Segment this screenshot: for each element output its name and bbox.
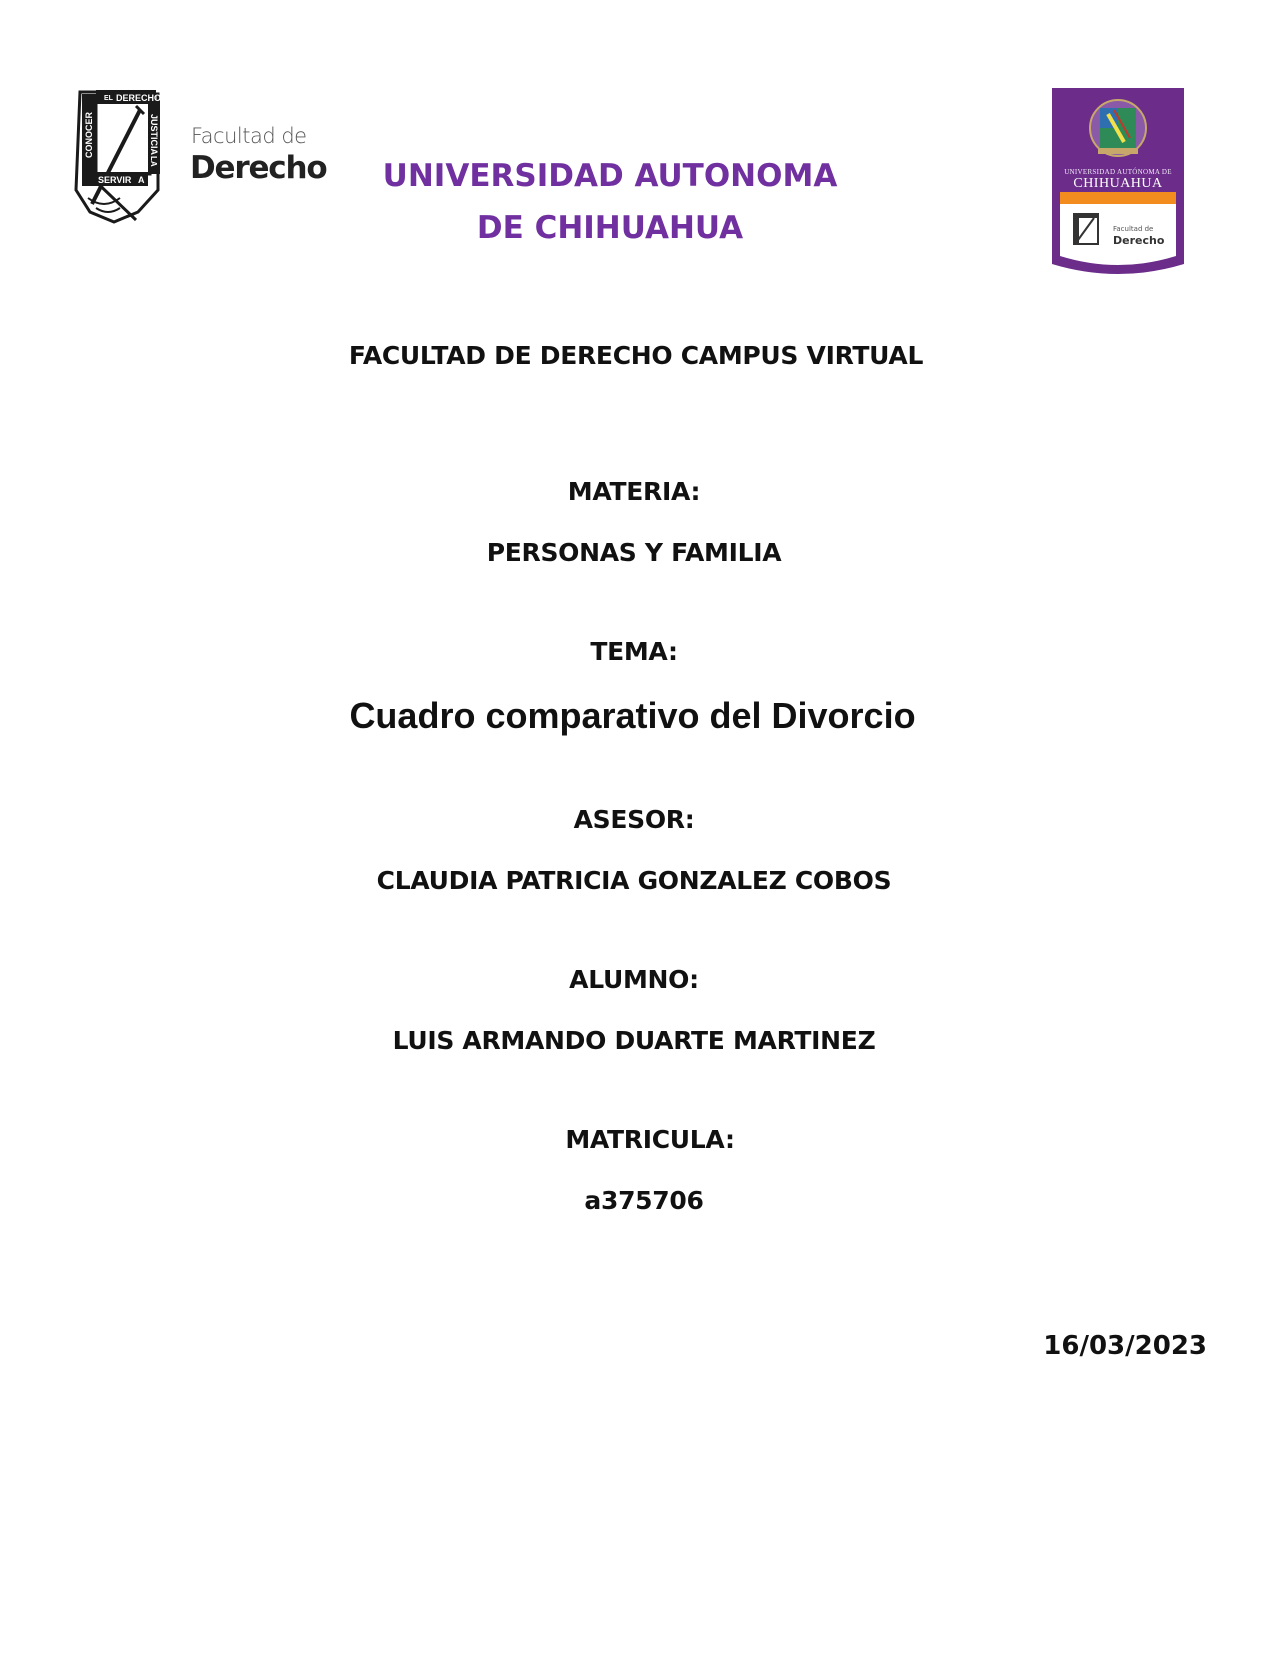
- facultad-de-label: Facultad de: [191, 124, 307, 148]
- university-title-line2: DE CHIHUAHUA: [476, 210, 744, 246]
- seal-a-text: A: [138, 175, 145, 185]
- university-title: [360, 150, 860, 254]
- document-date: 16/03/2023: [1043, 1331, 1207, 1361]
- campus-heading: FACULTAD DE DERECHO CAMPUS VIRTUAL: [348, 341, 924, 370]
- mini-facultad-label: Facultad de: [1113, 225, 1154, 233]
- uach-logo: [1050, 88, 1186, 274]
- asesor-label: ASESOR:: [573, 805, 695, 834]
- tema-value: Cuadro comparativo del Divorcio: [349, 695, 916, 736]
- tema-label: TEMA:: [590, 637, 678, 666]
- seal-servir-text: SERVIR: [98, 175, 132, 185]
- seal-el-text: EL: [104, 95, 113, 102]
- alumno-label: ALUMNO:: [569, 965, 699, 994]
- materia-value: PERSONAS Y FAMILIA: [486, 538, 782, 567]
- seal-conocer-text: CONOCER: [84, 111, 94, 158]
- facultad-derecho-logo: [74, 86, 327, 236]
- university-title-line1: UNIVERSIDAD AUTONOMA: [382, 158, 838, 194]
- seal-derecho-text: DERECHO: [116, 93, 162, 103]
- mini-derecho-label: Derecho: [1113, 234, 1165, 247]
- matricula-label: MATRICULA:: [565, 1125, 735, 1154]
- derecho-label: Derecho: [190, 150, 327, 186]
- seal-la-text: LA: [149, 156, 158, 167]
- asesor-value: CLAUDIA PATRICIA GONZALEZ COBOS: [376, 866, 892, 895]
- uach-name-small: UNIVERSIDAD AUTÓNOMA DE: [1064, 168, 1172, 176]
- law-seal-icon: [74, 86, 186, 236]
- uach-name-big: CHIHUAHUA: [1073, 176, 1163, 191]
- seal-justicia-text: JUSTICIA: [149, 114, 159, 156]
- alumno-value: LUIS ARMANDO DUARTE MARTINEZ: [392, 1026, 876, 1055]
- matricula-value: a375706: [584, 1186, 704, 1215]
- materia-label: MATERIA:: [567, 477, 701, 506]
